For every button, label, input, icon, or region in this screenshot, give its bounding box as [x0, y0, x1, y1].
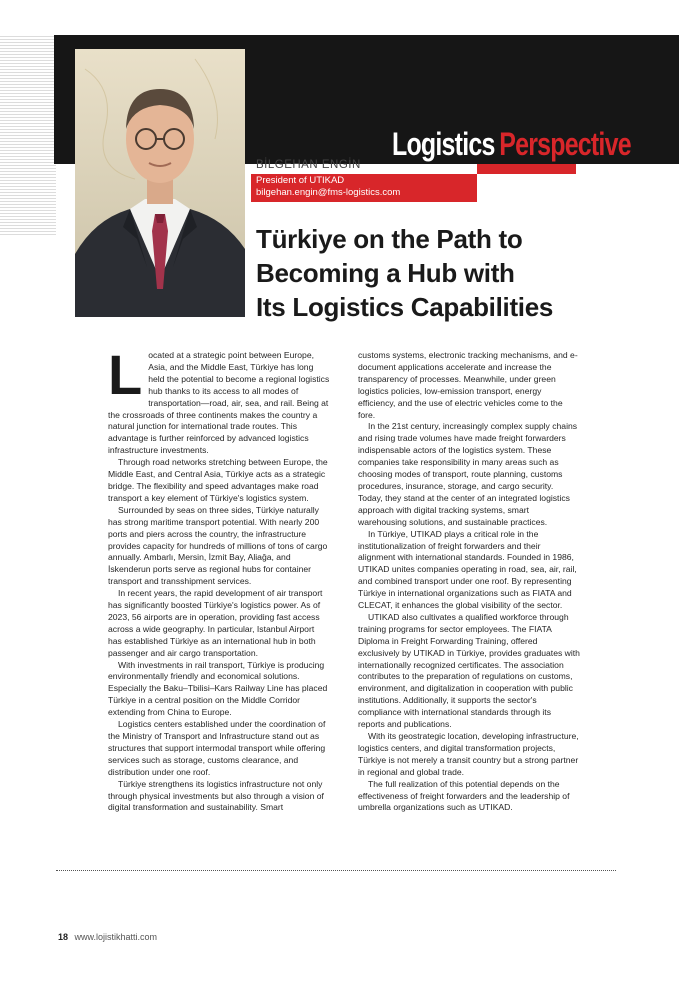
drop-cap: L: [108, 343, 143, 406]
author-title: President of UTIKAD: [256, 175, 345, 186]
footer-url[interactable]: www.lojistikhatti.com: [74, 932, 158, 942]
article-column-left: [108, 343, 330, 814]
dotted-divider: [56, 870, 616, 871]
author-photo: [75, 49, 245, 317]
author-email[interactable]: bilgehan.engin@fms-logistics.com: [256, 187, 401, 198]
paragraph: In Türkiye, UTIKAD plays a critical role in the institutionalization of freight forwarders and their alignment with international standards. Founded in 1986, UTIKAD unites companies operating in road, sea, air, rail, and combined transport under one roof. By representing Türkiye in international organizations such as FIATA and CLECAT, it enhances the global visibility of the sector.: [358, 528, 577, 611]
paragraph: In the 21st century, increasingly complex supply chains and rising trade volumes have made freight forwarders indispensable actors of the logistics system. These companies take responsibility in many areas such as choosing modes of transport, route planning, customs procedures, insurance, storage, and cargo security. Today, they stand at the center of an integrated logistics approach with digital tracking systems, smart warehousing solutions, and sustainable practices.: [358, 421, 578, 527]
paragraph: With its geostrategic location, developing infrastructure, logistics centers, and digital transformation projects, Türkiye is not merely a transit country but a strong partner in regional and global trade.: [358, 731, 579, 777]
paragraph: Located at a strategic point between Europe, Asia, and the Middle East, Türkiye has long held the potential to become a regional logistics hub thanks to its access to all modes of transportation—road, air, sea, and rail. Being at the crossroads of three continents makes the country a natural junction for international trade routes. This advantage is further reinforced by advanced logistics infrastructure investments.: [108, 343, 330, 456]
paragraph: UTIKAD also cultivates a qualified workforce through training programs for sector employees. The FIATA Diploma in Freight Forwarding Training, offered exclusively by UTIKAD in Türkiye, provides graduates with internationally recognized certificates. The association contributes to the preparation of regulations on customs, environment, and digitalization in cooperation with public institutions. Additionally, it supports the sector's compliance with international standards through its reports and publications.: [358, 611, 580, 730]
paragraph: customs systems, electronic tracking mechanisms, and e-document applications accelerate and increase the transparency of processes. Meanwhile, under green logistics policies, low-emission transport, energy efficiency, and the use of electric vehicles come to the fore.: [358, 350, 578, 420]
paragraph: Through road networks stretching between Europe, the Middle East, and Central Asia, Türkiye acts as a strategic bridge. The flexibility and speed advantages make road transport a key element of Türkiye's logistics system.: [108, 457, 328, 503]
section-title: [392, 126, 631, 168]
paragraph: With investments in rail transport, Türkiye is producing environmentally friendly and economical solutions. Especially the Baku–Tbilisi–Kars Railway Line has placed Türkiye in a central position on the Middle Corridor extending from China to Europe.: [108, 659, 328, 718]
paragraph: In recent years, the rapid development of air transport has significantly boosted Türkiye's logistics power. As of 2023, 56 airports are in operation, providing fast access across a wide geography. In particular, Istanbul Airport has established Türkiye as an international hub in both passenger and air cargo transportation.: [108, 588, 323, 658]
page-footer: [58, 932, 157, 942]
paragraph: Logistics centers established under the coordination of the Ministry of Transport and Infrastructure stand out as structures that support intermodal transport while offering services such as storage, customs clearance, and distribution under one roof.: [108, 719, 326, 777]
headline-line-1: Türkiye on the Path to: [256, 224, 523, 254]
paragraph: The full realization of this potential depends on the effectiveness of freight forwarders and the leadership of umbrella organizations such as UTIKAD.: [358, 778, 570, 813]
paragraph: Surrounded by seas on three sides, Türkiye naturally has strong maritime transport potential. With nearly 200 ports and piers across the country, the infrastructure provides capacity for hundreds of millions of tons of cargo annually. Ambarlı, Mersin, İzmit Bay, Aliağa, and İskenderun ports serve as regional hubs for container transport and transshipment services.: [108, 504, 328, 587]
article-headline: [256, 222, 666, 324]
section-title-word-2: Perspective: [499, 126, 631, 162]
accent-bar: [477, 164, 576, 174]
headline-line-2: Becoming a Hub with: [256, 258, 515, 288]
decorative-stripes: [0, 36, 56, 236]
article-column-right: [358, 350, 580, 814]
portrait-illustration: [75, 49, 245, 317]
page-number: 18: [58, 932, 69, 942]
paragraph: Türkiye strengthens its logistics infrastructure not only through physical investments but also through a vision of digital transformation and sustainability. Smart: [108, 778, 324, 813]
headline-line-3: Its Logistics Capabilities: [256, 292, 554, 322]
section-title-word-1: Logistics: [392, 126, 495, 162]
author-name: BİLGEHAN ENGİN: [256, 159, 361, 171]
